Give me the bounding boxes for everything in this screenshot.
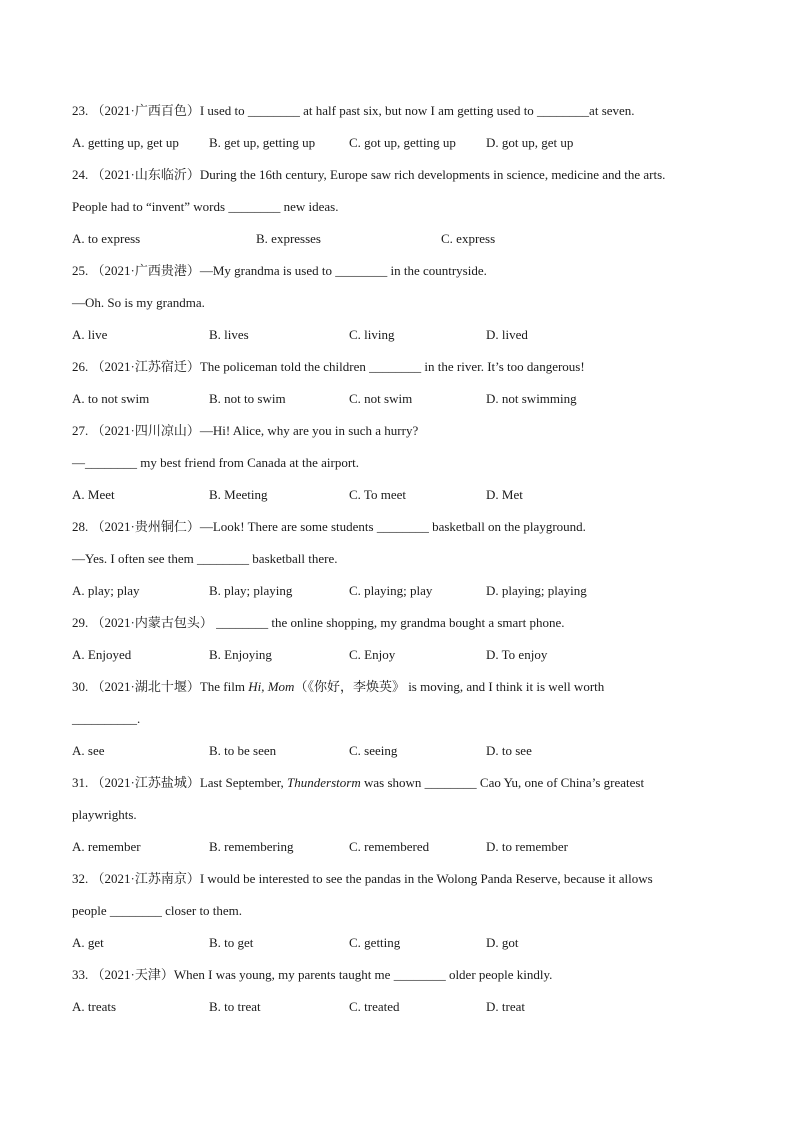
question-text-continued: playwrights. <box>72 807 137 822</box>
film-title: Hi, Mom <box>248 679 295 694</box>
question-text-prefix: 30. （2021·湖北十堰）The film <box>72 679 249 694</box>
option-b: B. not to swim <box>209 391 286 406</box>
question-text <box>72 772 732 804</box>
question-text-continued: __________. <box>72 711 141 726</box>
question-text <box>72 676 732 708</box>
question-text-prefix: 31. （2021·江苏盐城）Last September, <box>72 775 288 790</box>
option-a: A. getting up, get up <box>72 135 179 150</box>
option-c: C. express <box>441 231 496 246</box>
question-text: 23. （2021·广西百色）I used to ________ at half past six, but now I am getting used to ________at seven. <box>72 103 635 118</box>
option-b: B. Enjoying <box>209 647 272 662</box>
option-c: C. got up, getting up <box>349 135 456 150</box>
option-d: D. Met <box>486 487 523 502</box>
question-28 <box>72 516 732 612</box>
question-33 <box>72 964 732 1028</box>
answer-options <box>72 580 732 612</box>
answer-options <box>72 932 732 964</box>
question-text-continued: —________ my best friend from Canada at the airport. <box>72 455 360 470</box>
option-c: C. treated <box>349 999 400 1014</box>
option-d: D. treat <box>486 999 525 1014</box>
option-b: B. to get <box>209 935 254 950</box>
question-text-continued: —Oh. So is my grandma. <box>72 295 205 310</box>
answer-options <box>72 132 732 164</box>
question-24 <box>72 164 732 260</box>
question-text-continued: People had to “invent” words ________ new ideas. <box>72 199 339 214</box>
question-text: 25. （2021·广西贵港）—My grandma is used to ________ in the countryside. <box>72 263 487 278</box>
option-d: D. To enjoy <box>486 647 548 662</box>
option-b: B. play; playing <box>209 583 293 598</box>
option-c: C. getting <box>349 935 401 950</box>
option-a: A. to not swim <box>72 391 150 406</box>
option-d: D. playing; playing <box>486 583 587 598</box>
play-title: Thunderstorm <box>287 775 361 790</box>
answer-options <box>72 388 732 420</box>
question-23 <box>72 100 732 164</box>
option-a: A. play; play <box>72 583 140 598</box>
answer-options <box>72 836 732 868</box>
answer-options <box>72 484 732 516</box>
option-c: C. playing; play <box>349 583 433 598</box>
question-27 <box>72 420 732 516</box>
option-b: B. get up, getting up <box>209 135 316 150</box>
question-text: 26. （2021·江苏宿迁）The policeman told the children ________ in the river. It’s too dangerous! <box>72 359 585 374</box>
question-text-suffix: was shown ________ Cao Yu, one of China’s greatest <box>360 775 645 790</box>
question-text: 27. （2021·四川凉山）—Hi! Alice, why are you in such a hurry? <box>72 423 419 438</box>
question-text: 29. （2021·内蒙古包头） ________ the online shopping, my grandma bought a smart phone. <box>72 615 565 630</box>
option-d: D. to remember <box>486 839 568 854</box>
option-a: A. to express <box>72 231 141 246</box>
option-a: A. Meet <box>72 487 115 502</box>
worksheet-page <box>72 100 732 1028</box>
question-text-continued: —Yes. I often see them ________ basketball there. <box>72 551 338 566</box>
option-b: B. remembering <box>209 839 294 854</box>
answer-options <box>72 228 732 260</box>
option-c: C. living <box>349 327 395 342</box>
question-29 <box>72 612 732 676</box>
question-text: 33. （2021·天津）When I was young, my parents taught me ________ older people kindly. <box>72 967 553 982</box>
option-a: A. get <box>72 935 104 950</box>
question-25 <box>72 260 732 356</box>
option-c: C. not swim <box>349 391 413 406</box>
option-c: C. To meet <box>349 487 406 502</box>
option-a: A. Enjoyed <box>72 647 132 662</box>
question-text: 28. （2021·贵州铜仁）—Look! There are some students ________ basketball on the playground. <box>72 519 586 534</box>
question-31 <box>72 772 732 868</box>
question-text: 32. （2021·江苏南京）I would be interested to see the pandas in the Wolong Panda Reserve, because it allows <box>72 871 653 886</box>
question-text-suffix: （《你好，李焕英》 is moving, and I think it is well worth <box>294 679 605 694</box>
option-b: B. lives <box>209 327 249 342</box>
question-30 <box>72 676 732 772</box>
option-a: A. treats <box>72 999 117 1014</box>
answer-options <box>72 740 732 772</box>
option-b: B. to be seen <box>209 743 277 758</box>
option-d: D. got up, get up <box>486 135 574 150</box>
option-d: D. got <box>486 935 519 950</box>
option-a: A. remember <box>72 839 141 854</box>
option-b: B. expresses <box>256 231 321 246</box>
question-text: 24. （2021·山东临沂）During the 16th century, Europe saw rich developments in science, medicine and the arts. <box>72 167 666 182</box>
option-b: B. to treat <box>209 999 261 1014</box>
option-a: A. see <box>72 743 105 758</box>
answer-options <box>72 644 732 676</box>
option-a: A. live <box>72 327 108 342</box>
option-d: D. to see <box>486 743 532 758</box>
option-c: C. remembered <box>349 839 430 854</box>
answer-options <box>72 324 732 356</box>
question-text-continued: people ________ closer to them. <box>72 903 243 918</box>
option-c: C. Enjoy <box>349 647 396 662</box>
answer-options <box>72 996 732 1028</box>
question-26 <box>72 356 732 420</box>
option-c: C. seeing <box>349 743 398 758</box>
option-d: D. lived <box>486 327 528 342</box>
option-d: D. not swimming <box>486 391 577 406</box>
option-b: B. Meeting <box>209 487 268 502</box>
question-32 <box>72 868 732 964</box>
